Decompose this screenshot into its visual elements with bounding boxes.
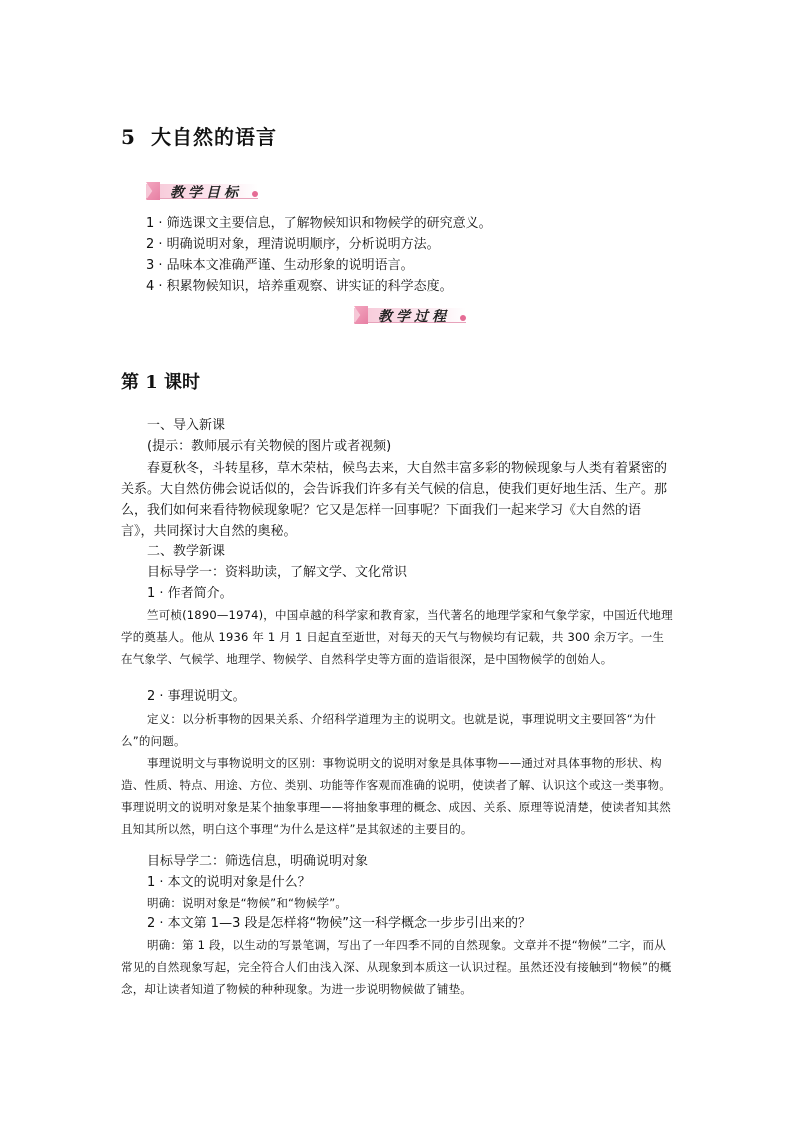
genre-heading: 2 · 事理说明文。	[147, 689, 246, 704]
chapter-number: 5	[121, 125, 136, 149]
difference-paragraph: 事理说明文与事物说明文的区别：事物说明文的说明对象是具体事物——通过对具体事物的形状、构造、性质、特点、用途、方位、类别、功能等作客观而准确的说明，使读者了解、认识这个或这一类事物。事理说明文的说明对象是某个抽象事理——将抽象事理的概念、成因、关系、原理等说清楚，使读者知其然且知其所以然，明白这个事理“为什么是这样”是其叙述的主要目的。	[121, 756, 671, 836]
author-paragraph: 竺可桢(1890—1974)，中国卓越的科学家和教育家，当代著名的地理学家和气象学家，中国近代地理学的奠基人。他从 1936 年 1 月 1 日起直至逝世，对每天的天气与物候均有记载，共 300 余万字。一生在气象学、气候学、地理学、物候学、自然科学史等方面的造诣很深，是中国物候学的创始人。	[121, 608, 673, 666]
process-banner-label: 教学过程	[378, 309, 450, 325]
objective-item: 3 · 品味本文准确严谨、生动形象的说明语言。	[146, 258, 414, 273]
answer-two: 明确：第 1 段，以生动的写景笔调，写出了一年四季不同的自然现象。文章并不提“物候”二字，而从常见的自然现象写起，完全符合人们由浅入深、从现象到本质这一认识过程。虽然还没有接触到“物候”的概念，却让读者知道了物候的种种现象。为进一步说明物候做了铺垫。	[121, 938, 672, 996]
intro-heading: 一、导入新课	[147, 418, 226, 433]
chapter-name: 大自然的语言	[151, 125, 277, 149]
goals-banner	[146, 182, 258, 206]
guide-two-heading: 目标导学二：筛选信息，明确说明对象	[147, 854, 369, 869]
intro-hint: (提示：教师展示有关物候的图片或者视频)	[147, 439, 392, 454]
guide-one-heading: 目标导学一：资料助读，了解文学、文化常识	[147, 565, 408, 580]
dot-icon	[252, 191, 258, 197]
dot-icon	[460, 315, 466, 321]
chapter-title	[121, 121, 277, 150]
objective-item: 1 · 筛选课文主要信息，了解物候知识和物候学的研究意义。	[146, 216, 492, 231]
new-lesson-heading: 二、教学新课	[147, 544, 226, 559]
process-banner	[354, 306, 466, 330]
goals-banner-label: 教学目标	[170, 185, 242, 201]
answer-one: 明确：说明对象是“物候”和“物候学”。	[147, 896, 348, 910]
author-heading: 1 · 作者简介。	[147, 586, 233, 601]
objective-item: 2 · 明确说明对象，理清说明顺序，分析说明方法。	[146, 237, 440, 252]
question-one: 1 · 本文的说明对象是什么？	[147, 875, 311, 890]
intro-paragraph: 春夏秋冬，斗转星移，草木荣枯，候鸟去来，大自然丰富多彩的物候现象与人类有着紧密的关系。大自然仿佛会说话似的，会告诉我们许多有关气候的信息，使我们更好地生活、生产。那么，我们如何来看待物候现象呢？它又是怎样一回事呢？下面我们一起来学习《大自然的语言》，共同探讨大自然的奥秘。	[121, 461, 668, 539]
question-two: 2 · 本文第 1—3 段是怎样将“物候”这一科学概念一步步引出来的？	[147, 916, 531, 931]
objective-item: 4 · 积累物候知识，培养重观察、讲实证的科学态度。	[146, 279, 453, 294]
lesson-title: 第 1 课时	[121, 372, 201, 393]
definition-paragraph: 定义：以分析事物的因果关系、介绍科学道理为主的说明文。也就是说，事理说明文主要回答“为什么”的问题。	[121, 712, 657, 748]
